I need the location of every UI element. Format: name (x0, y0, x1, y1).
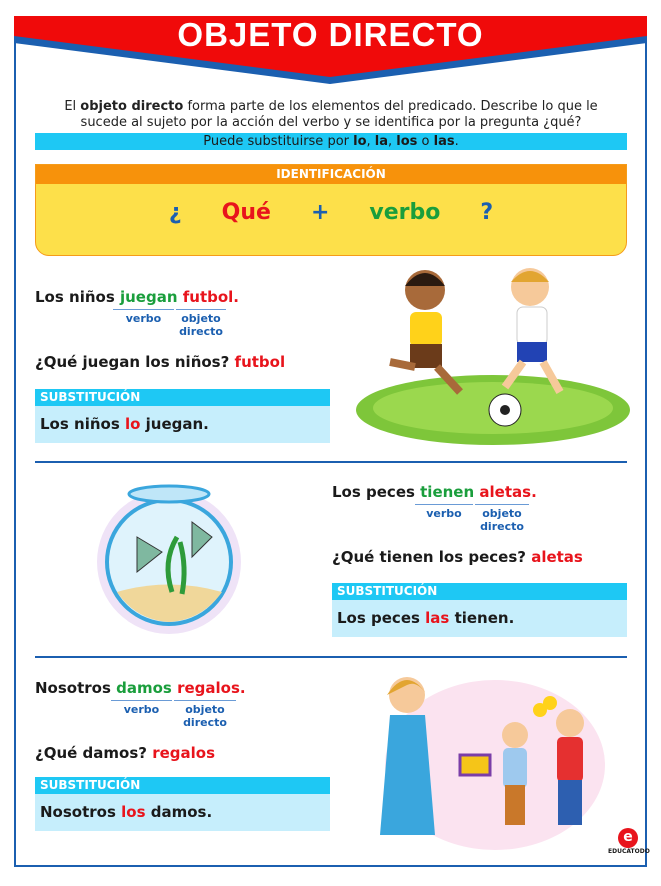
close-question-mark: ? (480, 200, 494, 225)
open-question-mark: ¿ (168, 200, 182, 225)
substitution-box-2 (332, 583, 627, 637)
example-question: ¿Qué tienen los peces? aletas (332, 548, 583, 566)
example-1 (35, 288, 335, 371)
substitution-header: SUBSTITUCIÓN (35, 389, 330, 406)
example-question: ¿Qué juegan los niños? futbol (35, 353, 286, 371)
substitution-header: SUBSTITUCIÓN (35, 777, 330, 794)
example-2 (332, 483, 632, 566)
apple-logo-icon: e (618, 828, 638, 848)
example-3 (35, 679, 335, 762)
substitution-box-1 (35, 389, 330, 443)
educatodo-logo (608, 828, 648, 855)
verb-label: verbo (113, 309, 174, 325)
object-label: objeto directo (174, 700, 236, 729)
substitution-sentence: Los peces las tienen. (332, 600, 627, 637)
formula-que: Qué (221, 200, 271, 225)
identification-header: IDENTIFICACIÓN (36, 165, 626, 184)
identification-box (35, 164, 627, 256)
object-label: objeto directo (475, 504, 529, 533)
formula-verbo: verbo (369, 200, 441, 225)
verb-label: verbo (415, 504, 473, 520)
intro-text: El objeto directo forma parte de los elementos del predicado. Describe lo que le sucede al sujeto por la acción del verbo y se identifica por la pregunta ¿qué? (64, 99, 598, 130)
substitution-note: Puede substituirse por lo, la, los o las. (35, 133, 627, 150)
formula-plus: + (310, 200, 330, 225)
example-question: ¿Qué damos? regalos (35, 744, 215, 762)
substitution-sentence: Los niños lo juegan. (35, 406, 330, 443)
family-giving-gifts-illustration (355, 665, 605, 855)
example-sentence: Los peces tienen aletas. (332, 483, 537, 501)
identification-formula (36, 200, 626, 225)
section-divider (35, 656, 627, 658)
logo-text: EDUCATODO (608, 848, 650, 855)
boys-playing-soccer-illustration (355, 262, 635, 447)
substitution-sentence: Nosotros los damos. (35, 794, 330, 831)
section-divider (35, 461, 627, 463)
example-sentence: Nosotros damos regalos. (35, 679, 246, 697)
substitution-box-3 (35, 777, 330, 831)
object-label: objeto directo (176, 309, 226, 338)
substitution-header: SUBSTITUCIÓN (332, 583, 627, 600)
verb-label: verbo (111, 700, 172, 716)
page-title: OBJETO DIRECTO (177, 16, 484, 53)
example-sentence: Los niños juegan futbol. (35, 288, 240, 306)
fishbowl-illustration (92, 482, 247, 637)
